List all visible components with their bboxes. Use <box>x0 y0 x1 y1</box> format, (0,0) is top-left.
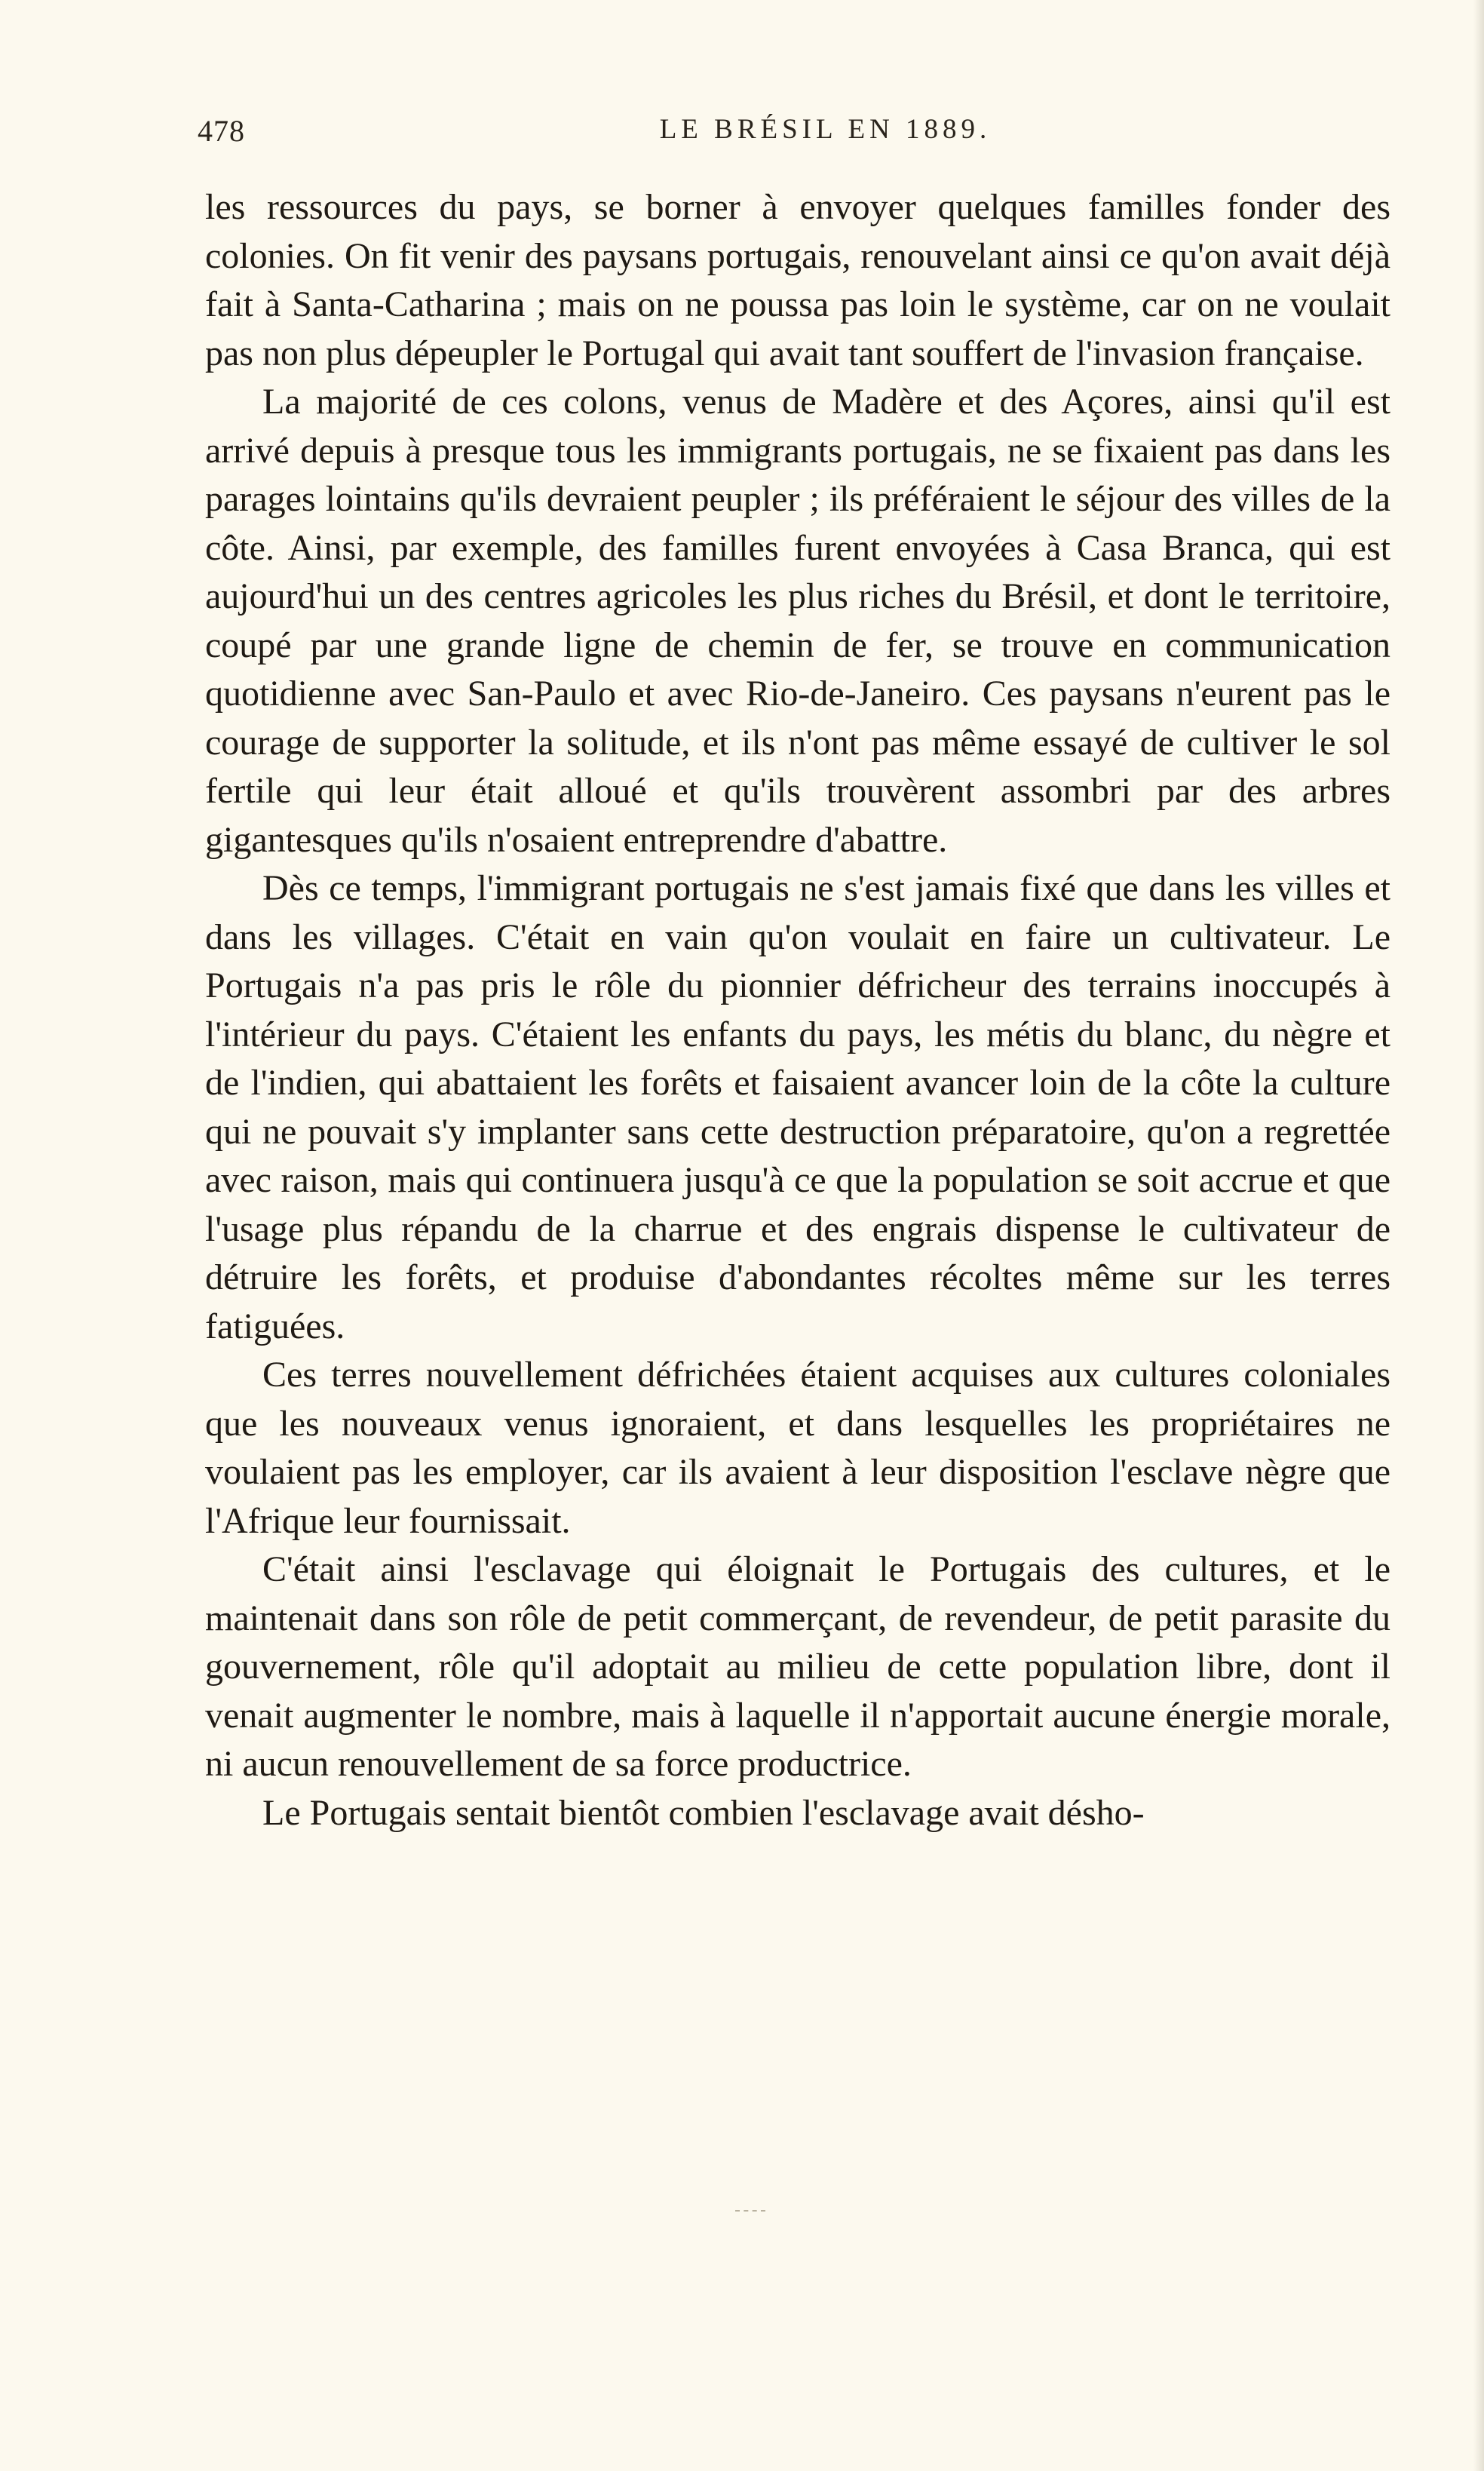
footer-mark <box>735 2210 765 2214</box>
paragraph-6: Le Portugais sentait bientôt combien l'esclavage avait désho- <box>262 1792 1145 1833</box>
paragraph-2: La majorité de ces colons, venus de Madère et des Açores, ainsi qu'il est arrivé depuis à presque tous les immigrants portugais, ne se fixaient pas dans les parages lointains qu'ils devraient peupler ; ils préféraient le séjour des villes de la côte. Ainsi, par exemple, des familles furent envoyées à Casa Branca, qui est aujourd'hui un des centres agricoles les plus riches du Brésil, et dont le territoire, coupé par une grande ligne de chemin de fer, se trouve en communication quotidienne avec San-Paulo et avec Rio-de-Janeiro. Ces paysans n'eurent pas le courage de supporter la solitude, et ils n'ont pas même essayé de cultiver le sol fertile qui leur était alloué et qu'ils trouvèrent assombri par des arbres gigantesques qu'ils n'osaient entreprendre d'abattre. <box>205 382 1390 860</box>
running-header <box>198 113 1393 158</box>
page-number: 478 <box>198 114 245 148</box>
paragraph-5: C'était ainsi l'esclavage qui éloignait le Portugais des cultures, et le maintenait dans son rôle de petit commerçant, de revendeur, de petit parasite du gouvernement, rôle qu'il adoptait au milieu de cette population libre, dont il venait augmenter le nombre, mais à laquelle il n'apportait aucune énergie morale, ni aucun renouvellement de sa force productrice. <box>205 1549 1390 1784</box>
running-title: LE BRÉSIL EN 1889. <box>659 114 992 145</box>
body-text <box>205 183 1390 1837</box>
paragraph-4: Ces terres nouvellement défrichées étaient acquises aux cultures coloniales que les nouveaux venus ignoraient, et dans lesquelles les propriétaires ne voulaient pas les employer, car ils avaient à leur disposition l'esclave nègre que l'Afrique leur fournissait. <box>205 1355 1390 1541</box>
paragraph-3: Dès ce temps, l'immigrant portugais ne s'est jamais fixé que dans les villes et dans les villages. C'était en vain qu'on voulait en faire un cultivateur. Le Portugais n'a pas pris le rôle du pionnier défricheur des terrains inoccupés à l'intérieur du pays. C'étaient les enfants du pays, les métis du blanc, du nègre et de l'indien, qui abattaient les forêts et faisaient avancer loin de la côte la culture qui ne pouvait s'y implanter sans cette destruction préparatoire, qu'on a regrettée avec raison, mais qui continuera jusqu'à ce que la population se soit accrue et que l'usage plus répandu de la charrue et des engrais dispense le cultivateur de détruire les forêts, et produise d'abondantes récoltes même sur les terres fatiguées. <box>205 868 1390 1346</box>
page-edge-shadow <box>1473 0 1484 2471</box>
paragraph-1: les ressources du pays, se borner à envoyer quelques familles fonder des colonies. On fit venir des paysans portugais, renouvelant ainsi ce qu'on avait déjà fait à Santa-Catharina ; mais on ne poussa pas loin le système, car on ne voulait pas non plus dépeupler le Portugal qui avait tant souffert de l'invasion française. <box>205 187 1390 373</box>
